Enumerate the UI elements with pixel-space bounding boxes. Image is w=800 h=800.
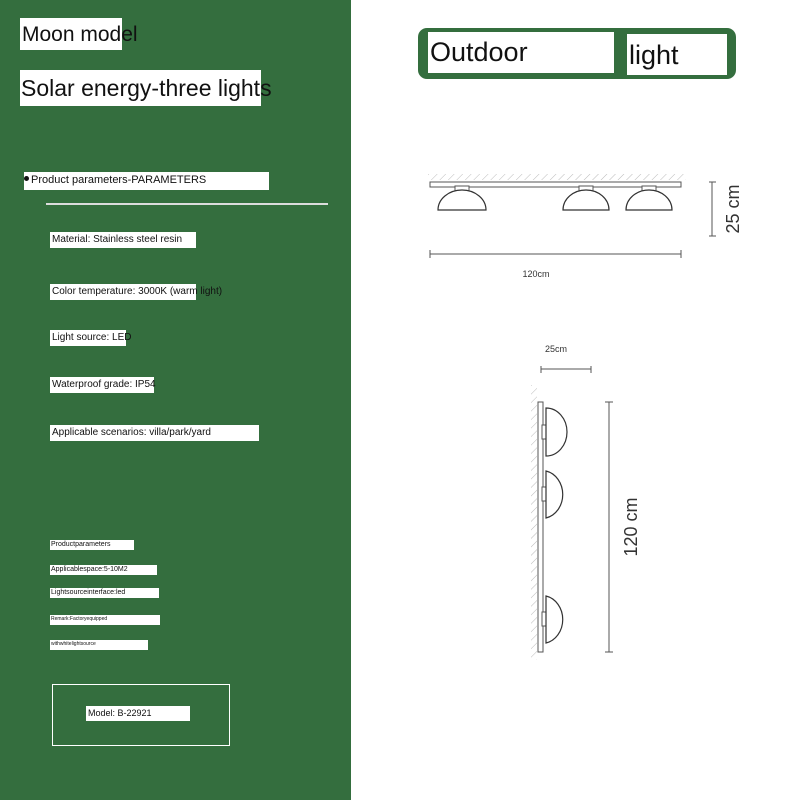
small-param-title: Productparameters [50,540,134,550]
param-light-source: Light source: LED [50,330,126,346]
top-lamp-shade-1 [438,190,486,210]
top-lamp-shade-3 [626,190,672,210]
top-width-label: 120cm [522,269,550,279]
param-material: Material: Stainless steel resin [50,232,196,248]
top-lamp-shade-2 [563,190,609,210]
side-view-drawing [531,344,641,660]
small-param-remark: Remark:Factoryequipped [50,615,160,625]
side-lamp-shade-1 [546,408,567,456]
top-view-drawing [428,174,743,279]
product-subtitle: Solar energy-three lights [20,70,261,106]
model-label: Model: B-22921 [86,706,190,721]
small-param-interface: Lightsourceinterface:led [50,588,159,598]
small-param-remark-cont: withwhitelightsource [50,640,148,650]
side-lamp-shade-2 [546,471,563,518]
parameters-heading-text: Product parameters-PARAMETERS [31,174,207,186]
top-height-label: 25 cm [723,184,743,234]
side-lamp-shade-3 [546,596,563,643]
side-depth-label: 25cm [544,344,568,354]
ceiling-hatch [428,174,686,180]
badge-light: light [627,34,727,75]
param-color-temperature: Color temperature: 3000K (warm light) [50,284,196,300]
badge-outdoor: Outdoor [428,32,614,73]
param-waterproof-grade: Waterproof grade: IP54 [50,377,154,393]
model-name: Moon model [20,18,122,50]
small-param-space: Applicablespace:5-10M2 [50,565,157,575]
side-height-label: 120 cm [621,497,641,557]
param-applicable-scenarios: Applicable scenarios: villa/park/yard [50,425,259,441]
wall-hatch [531,385,537,660]
